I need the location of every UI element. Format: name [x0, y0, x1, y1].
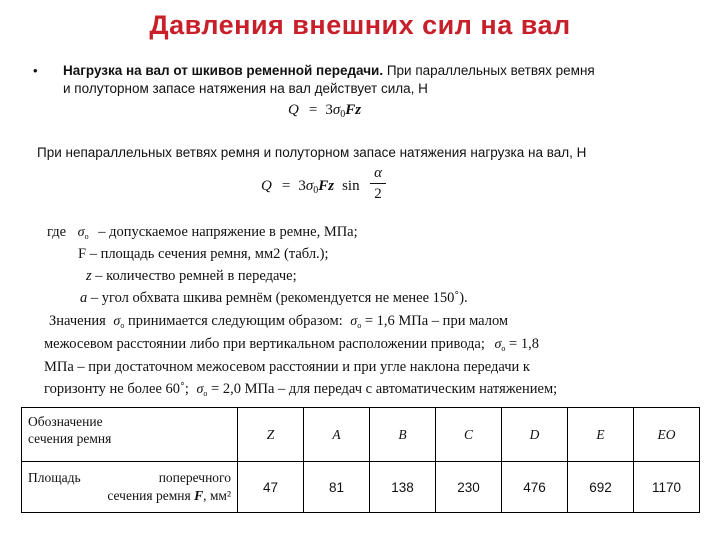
- bullet-marker: •: [33, 63, 38, 78]
- z-symbol: z: [86, 268, 92, 284]
- sigma-symbol: σ: [196, 382, 204, 397]
- where-prefix: где: [47, 224, 67, 240]
- where-f-line: F – площадь сечения ремня, мм2 (табл.);: [78, 246, 329, 262]
- section-cell: C: [436, 408, 502, 462]
- fraction: [370, 165, 386, 203]
- values-l1a: Значения: [49, 313, 106, 329]
- sigma-sub: о: [84, 232, 89, 241]
- values-line-3: МПа – при достаточном межосевом расстоянии и при угле наклона передачи к: [44, 359, 530, 375]
- area-label-word-2: поперечного: [158, 470, 231, 485]
- formula-eq: =: [308, 102, 318, 118]
- values-line-1: [49, 313, 508, 330]
- formula2-lhs: Q: [261, 178, 272, 194]
- formula2-rest: Fz: [318, 178, 335, 194]
- fraction-bar: [370, 183, 386, 184]
- formula-sigma: σ: [332, 102, 341, 118]
- belt-section-table: [21, 407, 700, 513]
- values-line-4: [44, 381, 557, 398]
- section-cell: A: [304, 408, 370, 462]
- section-cell: B: [370, 408, 436, 462]
- z-desc: – количество ремней в передаче;: [91, 268, 297, 284]
- where-a-line: [80, 290, 468, 307]
- values-l1b: принимается следующим образом:: [127, 313, 343, 329]
- intro-line-1: [63, 63, 595, 78]
- area-label-word-1: Площадь: [28, 470, 81, 485]
- area-label-F: F: [194, 488, 204, 503]
- section-cell: E: [568, 408, 634, 462]
- values-l2a: межосевом расстоянии либо при вертикальном расположении привода;: [44, 336, 485, 352]
- sigma-symbol: σ: [494, 337, 502, 352]
- area-cell: 476: [502, 462, 568, 513]
- sigma-sub: о: [120, 321, 125, 330]
- where-z-line: [86, 268, 297, 285]
- values-l4b: = 2,0 МПа – для передач с автоматическим натяжением;: [211, 381, 558, 397]
- section-cell: D: [502, 408, 568, 462]
- section-cell: Z: [238, 408, 304, 462]
- area-cell: 81: [304, 462, 370, 513]
- formula2-sigma: σ: [305, 178, 314, 194]
- area-cell: 230: [436, 462, 502, 513]
- table-area-label: [22, 462, 238, 513]
- fraction-numerator: α: [374, 165, 382, 181]
- a-symbol: а: [80, 290, 88, 306]
- formula2-eq: =: [281, 178, 291, 194]
- intro-bold: Нагрузка на вал от шкивов ременной передачи.: [63, 63, 384, 78]
- sigma-symbol: σ: [350, 314, 358, 329]
- area-label-text: сечения ремня: [107, 488, 195, 503]
- formula-nonparallel: [261, 177, 360, 196]
- formula-lhs: Q: [288, 102, 299, 118]
- table-row: [22, 462, 700, 513]
- area-cell: 1170: [634, 462, 700, 513]
- header-label-line-1: Обозначение: [28, 414, 103, 429]
- area-cell: 138: [370, 462, 436, 513]
- sigma-sub: о: [357, 321, 362, 330]
- sigma-sub: о: [203, 389, 208, 398]
- formula-sub: 0: [340, 109, 346, 120]
- table-header-label: [22, 408, 238, 462]
- formula2-sin: sin: [342, 178, 360, 194]
- values-l4a: горизонту не более 60˚;: [44, 381, 189, 397]
- values-line-2: [44, 336, 539, 353]
- formula2-coef: 3: [298, 178, 306, 194]
- header-label-line-2: сечения ремня: [28, 431, 112, 446]
- area-label-unit: , мм²: [203, 488, 231, 503]
- formula2-sub: 0: [313, 185, 319, 196]
- sigma-symbol: σ: [113, 314, 121, 329]
- sigma-sub: о: [501, 344, 506, 353]
- section-cell: EO: [634, 408, 700, 462]
- formula-parallel: [288, 101, 361, 120]
- fraction-denominator: 2: [374, 186, 382, 202]
- values-l1c: = 1,6 МПа – при малом: [364, 313, 509, 329]
- values-l2b: = 1,8: [509, 336, 539, 352]
- formula-rest: Fz: [345, 102, 362, 118]
- nonparallel-line: При непараллельных ветвях ремня и полуторном запасе натяжения нагрузка на вал, Н: [37, 145, 587, 160]
- area-cell: 47: [238, 462, 304, 513]
- table-row: [22, 408, 700, 462]
- page-title: Давления внешних сил на вал: [149, 10, 571, 40]
- area-cell: 692: [568, 462, 634, 513]
- intro-rest: При параллельных ветвях ремня: [383, 63, 595, 78]
- a-desc: – угол обхвата шкива ремнём (рекомендуется не менее 150˚).: [87, 290, 468, 306]
- intro-line-2: и полуторном запасе натяжения на вал действует сила, Н: [63, 81, 428, 96]
- where-sigma-line: [47, 224, 358, 241]
- sigma-symbol: σ: [77, 225, 85, 240]
- formula-coef: 3: [325, 102, 333, 118]
- sigma-desc: – допускаемое напряжение в ремне, МПа;: [98, 224, 358, 240]
